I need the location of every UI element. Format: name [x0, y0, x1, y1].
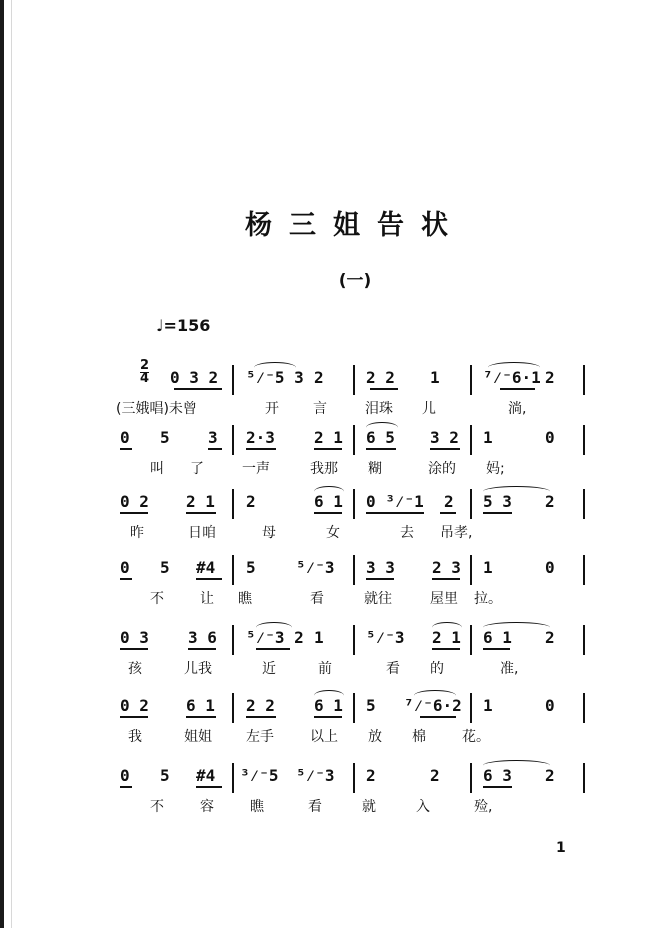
- note-group: ⁵⁄⁻3: [366, 628, 405, 647]
- staff-line-2: [0, 428, 655, 490]
- barline: [232, 489, 234, 519]
- lyric-text: 日咱: [188, 525, 216, 541]
- note-group: 1: [314, 628, 324, 647]
- lyric-text: 糊: [368, 461, 382, 477]
- barline: [232, 425, 234, 455]
- note-group: 0 2: [120, 492, 149, 511]
- lyric-text: 不: [150, 799, 164, 815]
- note-group: 2 2: [366, 368, 395, 387]
- note-group: 2 1: [432, 628, 461, 647]
- note-group: 2 3: [432, 558, 461, 577]
- note-group: 0: [120, 766, 130, 785]
- barline: [353, 365, 355, 395]
- note-group: 6 1: [314, 492, 343, 511]
- slur-arc: [414, 690, 456, 701]
- note-group: 5: [160, 558, 170, 577]
- note-group: 1: [483, 696, 493, 715]
- slur-arc: [314, 690, 344, 701]
- note-group: 6 3: [483, 766, 512, 785]
- note-group: 0: [545, 696, 555, 715]
- slur-arc: [314, 486, 344, 497]
- barline: [470, 489, 472, 519]
- lyric-text: 妈;: [486, 461, 505, 477]
- staff-line-1: [0, 358, 655, 430]
- beat-underline: [366, 578, 394, 580]
- note-group: 6 1: [314, 696, 343, 715]
- page-number: 1: [556, 840, 566, 856]
- lyric-text: 容: [200, 799, 214, 815]
- lyric-text: 殓,: [474, 799, 493, 815]
- lyric-text: 女: [326, 525, 340, 541]
- note-group: 5 3: [483, 492, 512, 511]
- time-signature-bottom: 4: [140, 371, 150, 386]
- note-group: 0: [545, 558, 555, 577]
- beat-underline: [432, 578, 460, 580]
- barline: [470, 425, 472, 455]
- lyric-text: 言: [313, 401, 327, 417]
- note-group: 2·3: [246, 428, 275, 447]
- barline: [353, 555, 355, 585]
- beat-underline: [483, 512, 512, 514]
- staff-line-3: [0, 492, 655, 554]
- beat-underline: [120, 512, 148, 514]
- note-group: 2 2: [246, 696, 275, 715]
- barline: [232, 763, 234, 793]
- beat-underline: [430, 448, 460, 450]
- note-group: ⁷⁄⁻6·2: [404, 696, 462, 715]
- beat-underline: [196, 578, 222, 580]
- note-group: 2 1: [314, 428, 343, 447]
- lyric-text: 让: [200, 591, 214, 607]
- beat-underline: [366, 448, 396, 450]
- barline: [470, 693, 472, 723]
- time-signature: [140, 360, 149, 385]
- note-group: ⁵⁄⁻3: [296, 766, 335, 785]
- slur-arc: [256, 622, 292, 633]
- barline: [232, 693, 234, 723]
- note-group: 2: [444, 492, 454, 511]
- barline: [583, 489, 585, 519]
- barline: [470, 555, 472, 585]
- lyric-text: 棉: [412, 729, 426, 745]
- lyric-text: 就: [362, 799, 376, 815]
- note-group: 6 5: [366, 428, 395, 447]
- section-number: (一): [338, 271, 372, 291]
- lyric-text: 的: [430, 661, 444, 677]
- beat-underline: [366, 512, 424, 514]
- beat-underline: [256, 648, 290, 650]
- slur-arc: [488, 362, 540, 373]
- beat-underline: [174, 388, 222, 390]
- note-group: 0 2: [120, 696, 149, 715]
- lyric-text: 以上: [310, 729, 338, 745]
- beat-underline: [440, 512, 456, 514]
- tempo-marking: [156, 316, 210, 335]
- lyric-text: 准,: [500, 661, 519, 677]
- note-group: 1: [430, 368, 440, 387]
- beat-underline: [120, 648, 148, 650]
- lyric-text: 姐姐: [184, 729, 212, 745]
- beat-underline: [420, 716, 456, 718]
- note-group: 0: [120, 558, 130, 577]
- note-group: ³⁄⁻5: [240, 766, 279, 785]
- note-group: 5: [160, 766, 170, 785]
- lyric-text: 放: [368, 729, 382, 745]
- slur-arc: [483, 486, 550, 497]
- note-group: 2: [314, 368, 324, 387]
- lyric-text: 涂的: [428, 461, 456, 477]
- lyric-text: 母: [262, 525, 276, 541]
- barline: [583, 425, 585, 455]
- beat-underline: [432, 648, 460, 650]
- beat-underline: [120, 786, 132, 788]
- note-group: 6 1: [186, 696, 215, 715]
- staff-line-7: [0, 766, 655, 828]
- barline: [470, 625, 472, 655]
- tempo-text: ♩=156: [156, 316, 211, 335]
- lyric-text: 近: [262, 661, 276, 677]
- beat-underline: [483, 786, 512, 788]
- barline: [232, 625, 234, 655]
- staff-line-5: [0, 628, 655, 690]
- beat-underline: [186, 716, 216, 718]
- note-group: 6 1: [483, 628, 512, 647]
- beat-underline: [370, 388, 398, 390]
- beat-underline: [246, 448, 276, 450]
- note-group: 2: [430, 766, 440, 785]
- barline: [353, 489, 355, 519]
- barline: [353, 693, 355, 723]
- lyric-text: 前: [318, 661, 332, 677]
- slur-arc: [432, 622, 462, 633]
- note-group: #4: [196, 766, 216, 785]
- note-group: 0: [545, 428, 555, 447]
- note-group: #4: [196, 558, 216, 577]
- note-group: 2: [246, 492, 256, 511]
- lyric-text: 拉。: [474, 591, 502, 607]
- lyric-text: (三娥唱)未曾: [116, 401, 197, 417]
- lyric-text: 一声: [242, 461, 270, 477]
- staff-line-4: [0, 558, 655, 620]
- beat-underline: [314, 716, 342, 718]
- lyric-text: 开: [265, 401, 279, 417]
- note-group: 0 3 2: [170, 368, 219, 387]
- note-group: 2: [545, 368, 555, 387]
- note-group: 2: [545, 766, 555, 785]
- beat-underline: [208, 448, 222, 450]
- beat-underline: [483, 648, 510, 650]
- lyric-text: 叫: [150, 461, 164, 477]
- note-group: 5: [366, 696, 376, 715]
- beat-underline: [188, 648, 216, 650]
- lyric-text: 瞧: [238, 591, 252, 607]
- note-group: 0 3: [120, 628, 149, 647]
- note-group: 3 6: [188, 628, 217, 647]
- lyric-text: 看: [308, 799, 322, 815]
- note-group: ⁵⁄⁻3 2: [246, 628, 304, 647]
- note-group: 3 2: [430, 428, 459, 447]
- note-group: 2: [545, 492, 555, 511]
- note-group: 2: [366, 766, 376, 785]
- lyric-text: 不: [150, 591, 164, 607]
- lyric-text: 昨: [130, 525, 144, 541]
- barline: [353, 625, 355, 655]
- lyric-text: 儿: [422, 401, 436, 417]
- barline: [470, 763, 472, 793]
- staff-line-6: [0, 696, 655, 758]
- beat-underline: [196, 786, 222, 788]
- beat-underline: [120, 448, 132, 450]
- barline: [353, 425, 355, 455]
- barline: [583, 763, 585, 793]
- slur-arc: [483, 760, 550, 771]
- beat-underline: [500, 388, 535, 390]
- lyric-text: 我那: [310, 461, 338, 477]
- lyric-text: 淌,: [508, 401, 527, 417]
- barline: [583, 555, 585, 585]
- beat-underline: [186, 512, 216, 514]
- lyric-text: 我: [128, 729, 142, 745]
- note-group: 5: [160, 428, 170, 447]
- lyric-text: 看: [310, 591, 324, 607]
- beat-underline: [120, 578, 132, 580]
- note-group: ⁷⁄⁻6·1: [483, 368, 541, 387]
- lyric-text: 去: [400, 525, 414, 541]
- lyric-text: 花。: [462, 729, 490, 745]
- note-group: 0 ³⁄⁻1: [366, 492, 424, 511]
- lyric-text: 看: [386, 661, 400, 677]
- note-group: 2: [545, 628, 555, 647]
- barline: [583, 693, 585, 723]
- note-group: 3: [208, 428, 218, 447]
- note-group: 1: [483, 558, 493, 577]
- note-group: 3 3: [366, 558, 395, 577]
- barline: [232, 365, 234, 395]
- note-group: ⁵⁄⁻3: [296, 558, 335, 577]
- lyric-text: 左手: [246, 729, 274, 745]
- lyric-text: 屋里: [430, 591, 458, 607]
- beat-underline: [120, 716, 148, 718]
- barline: [583, 365, 585, 395]
- lyric-text: 孩: [128, 661, 142, 677]
- note-group: 5: [246, 558, 256, 577]
- lyric-text: 瞧: [250, 799, 264, 815]
- beat-underline: [246, 716, 276, 718]
- lyric-text: 了: [190, 461, 204, 477]
- note-group: 2 1: [186, 492, 215, 511]
- beat-underline: [314, 512, 342, 514]
- slur-arc: [254, 362, 296, 373]
- beat-underline: [314, 448, 342, 450]
- lyric-text: 入: [416, 799, 430, 815]
- note-group: 1: [483, 428, 493, 447]
- barline: [232, 555, 234, 585]
- barline: [353, 763, 355, 793]
- time-signature-top: 2: [140, 358, 150, 373]
- slur-arc: [366, 422, 398, 433]
- lyric-text: 儿我: [184, 661, 212, 677]
- song-title: 杨三姐告状: [245, 210, 465, 241]
- slur-arc: [483, 622, 550, 633]
- lyric-text: 泪珠: [365, 401, 393, 417]
- lyric-text: 就往: [364, 591, 392, 607]
- note-group: 0: [120, 428, 130, 447]
- lyric-text: 吊孝,: [440, 525, 473, 541]
- barline: [583, 625, 585, 655]
- barline: [470, 365, 472, 395]
- note-group: ⁵⁄⁻5 3: [246, 368, 304, 387]
